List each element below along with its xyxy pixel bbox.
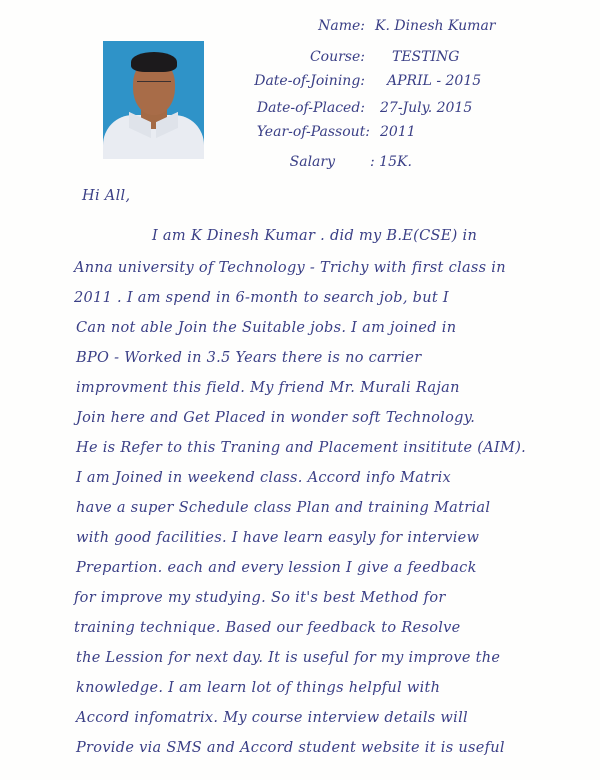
- letter-line: the Lession for next day. It is useful for my improve the: [76, 650, 501, 666]
- letter-line: He is Refer to this Traning and Placement insititute (AIM).: [76, 440, 527, 456]
- letter-line: I am Joined in weekend class. Accord info Matrix: [76, 470, 452, 486]
- photo-hair: [131, 52, 177, 72]
- letter-line: Can not able Join the Suitable jobs. I am joined in: [76, 320, 457, 336]
- letter-line: improvment this field. My friend Mr. Murali Rajan: [76, 380, 460, 396]
- letter-line: training technique. Based our feedback to Resolve: [74, 620, 461, 636]
- letter-line: knowledge. I am learn lot of things helpful with: [76, 680, 441, 696]
- letter-line: I am K Dinesh Kumar . did my B.E(CSE) in: [152, 228, 478, 244]
- letter-line: Prepartion. each and every lession I give a feedback: [76, 560, 477, 576]
- field-label: Date-of-Placed:: [256, 100, 365, 116]
- letter-line: Provide via SMS and Accord student website it is useful: [76, 740, 505, 756]
- field-label: Date-of-Joining:: [254, 73, 365, 89]
- letter-line: for improve my studying. So it's best Method for: [74, 590, 446, 606]
- passport-photo: [103, 41, 204, 159]
- field-value: 27-July. 2015: [380, 100, 473, 116]
- letter-line: have a super Schedule class Plan and training Matrial: [76, 500, 491, 516]
- field-value: APRIL - 2015: [387, 73, 482, 89]
- field-value: TESTING: [392, 49, 460, 65]
- letter-line: Anna university of Technology - Trichy with first class in: [74, 260, 506, 276]
- letter-line: with good facilities. I have learn easyly for interview: [76, 530, 480, 546]
- letter-line: 2011 . I am spend in 6-month to search job, but I: [74, 290, 449, 306]
- field-value: 2011: [380, 124, 416, 140]
- greeting: Hi All,: [82, 188, 131, 204]
- field-label: Course:: [309, 49, 365, 65]
- photo-glasses: [137, 81, 171, 90]
- field-value: K. Dinesh Kumar: [375, 18, 496, 34]
- field-value: : 15K.: [370, 154, 412, 170]
- field-label: Year-of-Passout:: [256, 124, 370, 140]
- field-label: Name:: [318, 18, 365, 34]
- letter-line: BPO - Worked in 3.5 Years there is no carrier: [76, 350, 422, 366]
- letter-line: Join here and Get Placed in wonder soft Technology.: [76, 410, 476, 426]
- letter-line: Accord infomatrix. My course interview details will: [76, 710, 468, 726]
- field-label: Salary: [289, 154, 335, 170]
